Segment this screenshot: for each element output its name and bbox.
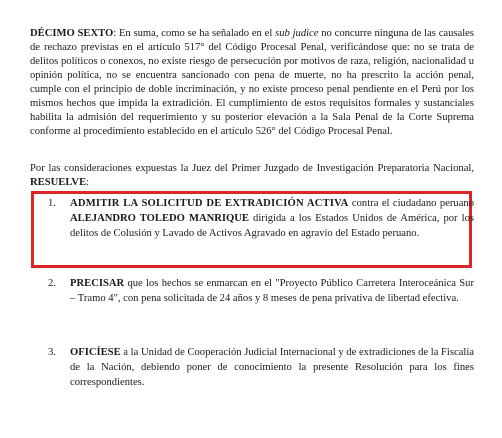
item-span: a la Unidad de Cooperación Judicial Internacional y de extradiciones de la Fiscalía de la Nación, debiendo poner de conocimiento la presente Resolución para los fines correspondientes. xyxy=(70,347,474,388)
item-bold: PRECISAR xyxy=(70,278,125,289)
item-bold: ADMITIR LA SOLICITUD DE EXTRADICIÓN ACTIVA xyxy=(70,198,349,209)
item-bold: OFICÍESE xyxy=(70,347,121,358)
item-number: 1. xyxy=(48,198,56,209)
paragraph-text: : xyxy=(86,177,90,188)
item-text xyxy=(70,345,474,390)
item-span: que los hechos se enmarcan en el "Proyecto Público Carretera Interoceánica Sur – Tramo 4", con pena solicitada de 24 años y 8 meses de pena privativa de libertad efectiva. xyxy=(70,278,474,304)
resuelve-label: RESUELVE xyxy=(30,177,87,188)
item-text xyxy=(70,276,474,306)
item-number: 2. xyxy=(48,278,56,289)
item-number: 3. xyxy=(48,347,56,358)
paragraph-text: Por las consideraciones expuestas la Juez del Primer Juzgado de Investigación Preparatoria Nacional, xyxy=(30,163,474,174)
paragraph-considerations xyxy=(30,162,474,190)
item-span: dirigida a los Estados Unidos de América, por los delitos de Colusión y Lavado de Activos Agravado en agravio del Estado peruano. xyxy=(70,213,474,239)
italic-term: sub judice xyxy=(275,28,319,39)
section-heading: DÉCIMO SEXTO xyxy=(30,28,114,39)
item-text xyxy=(70,196,474,241)
person-name: ALEJANDRO TOLEDO MANRIQUE xyxy=(70,213,249,224)
paragraph-text: no concurre ninguna de las causales de rechazo previstas en el artículo 517° del Código Procesal Penal, verificándose que: no se trata de delitos políticos o conexos, no existe riesgo de persecución por motivos de raza, religión, nacionalidad u opinión política, no se encuentra sancionado con pena de muerte, no ha prescrito la acción penal, cumple con el principio de doble incriminación, y no existe proceso penal pendiente en el Perú por los mismos hechos que impida la extradición. El cumplimiento de estos requisitos formales y sustanciales habilita la admisión del requerimiento y su posterior elevación a la Sala Penal de la Corte Suprema conforme al procedimiento establecido en el artículo 526° del Código Procesal Penal. xyxy=(30,28,475,137)
paragraph-decimo-sexto xyxy=(30,27,474,139)
paragraph-text: : En suma, como se ha señalado en el xyxy=(113,28,276,39)
item-span: contra el ciudadano peruano xyxy=(348,198,474,209)
